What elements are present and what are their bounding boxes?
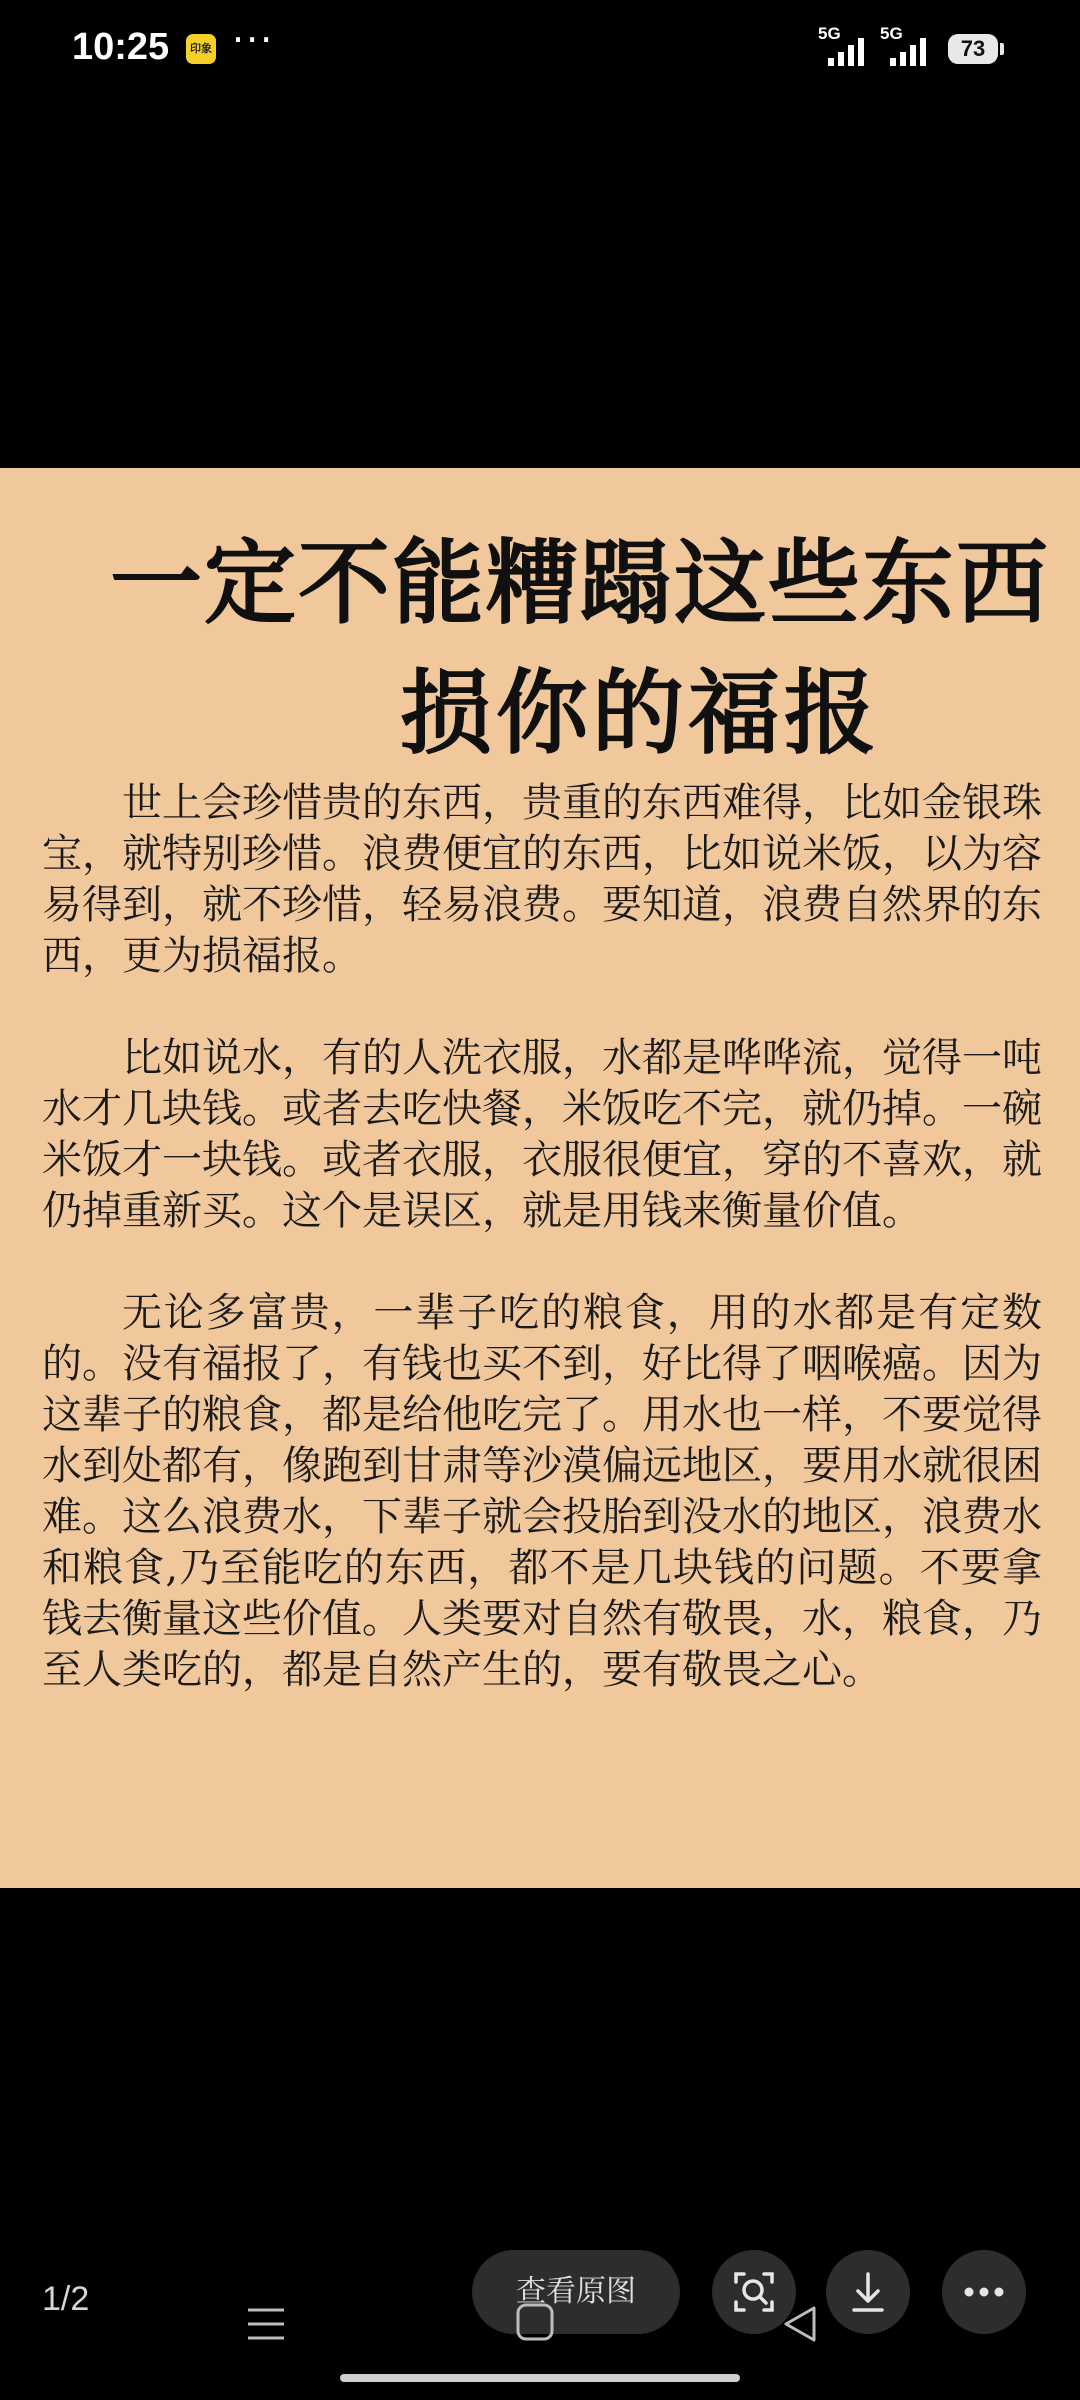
signal-5g-2-icon (880, 24, 936, 66)
more-options-button[interactable] (942, 2250, 1026, 2334)
battery-icon: 73 (948, 34, 998, 64)
status-bar (0, 0, 1080, 100)
title-line-1: 一定不能糟蹋这些东西 (110, 529, 1051, 637)
paragraph-1: 世上会珍惜贵的东西，贵重的东西难得，比如金银珠宝，就特别珍惜。浪费便宜的东西，比如说米饭，以为容易得到，就不珍惜，轻易浪费。要知道，浪费自然界的东西，更为损福报。 (42, 780, 1042, 979)
view-original-button[interactable]: 查看原图 (472, 2250, 680, 2334)
download-button[interactable] (826, 2250, 910, 2334)
signal-1-label: 5G (818, 24, 841, 43)
menu-icon[interactable] (244, 2302, 288, 2346)
back-icon[interactable] (780, 2304, 820, 2344)
signal-2-label: 5G (880, 24, 903, 43)
signal-5g-1-icon (818, 24, 874, 66)
battery-tip (1000, 43, 1004, 55)
paragraph-2: 比如说水，有的人洗衣服，水都是哗哗流，觉得一吨水才几块钱。或者去吃快餐，米饭吃不完，就仍掉。一碗米饭才一块钱。或者衣服，衣服很便宜，穿的不喜欢，就仍掉重新买。这个是误区，就是用钱来衡量价值。 (42, 1035, 1042, 1234)
more-icon (942, 2250, 1026, 2334)
home-icon[interactable] (515, 2302, 555, 2342)
article-body (42, 778, 1042, 1696)
more-notifications-icon: ··· (232, 18, 275, 62)
title-line-2: 损你的福报 (400, 659, 881, 767)
article-image[interactable] (0, 468, 1080, 1888)
status-time: 10:25 (72, 26, 170, 68)
page-indicator: 1/2 (42, 2280, 90, 2318)
paragraph-3: 无论多富贵，一辈子吃的粮食，用的水都是有定数的。没有福报了，有钱也买不到，好比得了咽喉癌。因为这辈子的粮食，都是给他吃完了。用水也一样，不要觉得水到处都有，像跑到甘肃等沙漠偏远地区，要用水就很困难。这么浪费水，下辈子就会投胎到没水的地区，浪费水和粮食,乃至能吃的东西，都不是几块钱的问题。不要拿钱去衡量这些价值。人类要对自然有敬畏，水，粮食，乃至人类吃的，都是自然产生的，要有敬畏之心。 (42, 1290, 1042, 1693)
download-icon (826, 2250, 910, 2334)
app-notification-icon: 印象 (186, 34, 216, 64)
